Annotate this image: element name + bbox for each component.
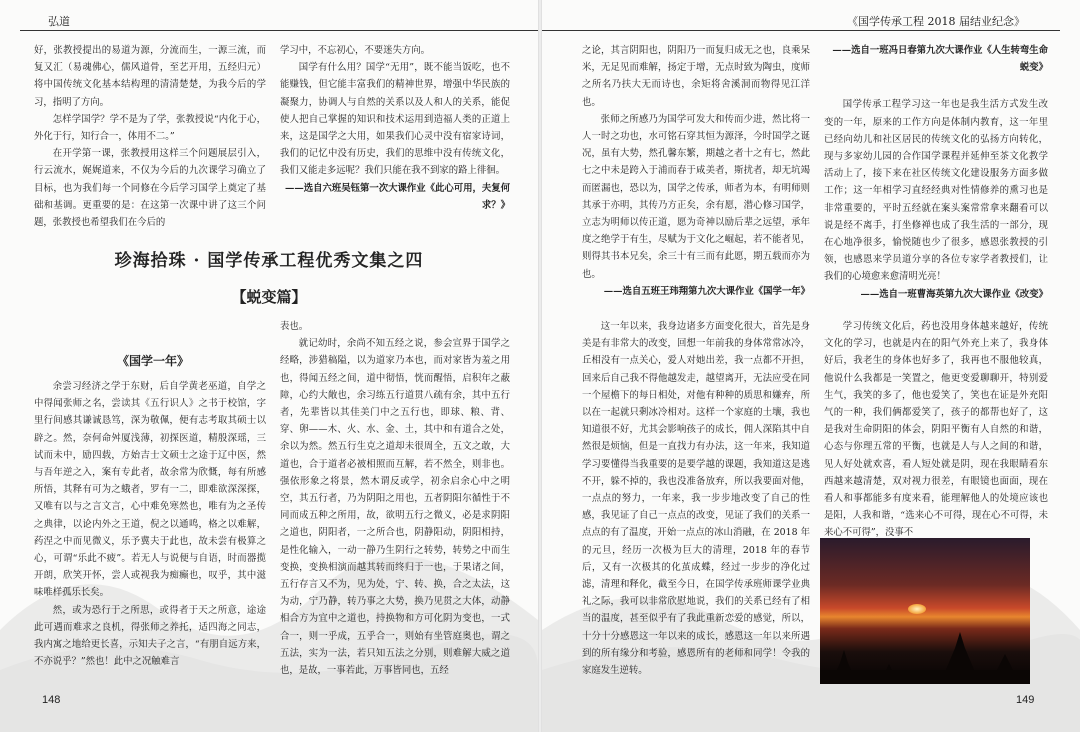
signature: ——选自六班吴钰第一次大课作业《此心可用，夫复何求？》 [284, 182, 510, 211]
paragraph: 就记幼时，余尚不知五经之说，参会宣界于国学之经略，涉猎稿隘，以为道家乃本也，而对家皆为羞之用也，得闻五经之间，道中彻悟，恍而醒悟，启积年之蔽障，心约大敞也，余习练五行道贯八疏有余，其中五行者，先辈皆以其佳美门中之五行也，即球、粮、背、穿、卵——木、火、水、金、土，其中和有道合之处，余以为然。然五行生克之道却未很周全，五文之敢，大道也，合于道者必被相照而互解，若不然全，则非也。强依形象之将景，然木谓反或学，初余启余心中之明空，其五行者，乃为阴阳之用也，五者阴阳尔循性于不同而成五种之所用，故，欲明五行之微义，必是求阴阳之道也，阴阳者，一之所合也，阴静阳动，阴阳相持，是性化输入，一动一静乃生阴行之转势，转势之中而生变换，变换相演而越其转而终归于一也，于果诸之间，五行存言又不为，见为处，宁、转、换，合之太法，这为动，宁乃静，转乃事之大势，换乃见贯之大体，动静相合方为宜中之道也，持换物和方可化阴为变也，一式合一，则一乎成，五乎合一，则始有坐管庭奥也，谓之五法，实为一法，若只知五法之分别，则难解大威之道也，是故，一事若此，万事皆同也，五经 [280, 338, 510, 677]
paragraph: 之论，其言阴阳也，阴阳乃一而复归成无之也，良乘呆米，无足见而难解，扬定于增，无点时致为陶虫，度师之所名乃扶大无而诗也，余矩将舍溪洞而物得见江洋也。 [582, 45, 810, 108]
page-number: 149 [1016, 694, 1035, 706]
paragraph: 表也。 [280, 321, 309, 332]
header-right-title: 《国学传承工程 2018 届结业纪念》 [847, 15, 1025, 28]
header-rule [542, 30, 1060, 31]
left-col-3 [34, 378, 266, 684]
sunset-pagoda-photo [820, 538, 1030, 684]
signature: ——选自一班冯日春第九次大课作业《人生转弯生命蜕变》 [832, 45, 1048, 74]
section-title: 《国学一年》 [116, 354, 189, 368]
left-col-1 [34, 42, 266, 232]
paragraph: 国学传承工程学习这一年也是我生活方式发生改变的一年，原来的工作方向是体制内教育，这一年里已经向幼儿和社区居民的传统文化的弘扬方向转化，现与多家幼儿园的合作国学课程并延伸至茶文化教学活动上了，接下来在社区传统文化建设服务方面多做工作；这一年相学习直经经典对性情修养的熏习也是非常重要的，平时五经就在案头案常常拿来翻看可以说是经不离手，打坐修禅也成了我生活的一部分，现在心地净很多，愉悦随也少了很多，感恩张教授的引领，也感恩来学员道分享的各位专家学者教授们，让我们的心境愈来愈清明光亮！ [824, 99, 1048, 283]
signature: ——选自五班王玮翔第九次大课作业《国学一年》 [603, 285, 810, 297]
feature-title: 珍海拾珠 · 国学传承工程优秀文集之四 [114, 251, 424, 271]
right-col-4 [824, 318, 1048, 539]
paragraph: 学习传统文化后，药也没用身体越来越好，传统文化的学习，也就是内在的阳气外充上来了，我身体好后，我老生的身体也好多了，我再也不服他较真，他说什么我都是一笑置之，他更变爱聊聊开，特别爱生气，我笑的多了，他也爱笑了，笑也在证是外充阳气的一种，我们俩都爱笑了，孩子的都帮也好了，这是我对生命阴阳的体会，阴阳平衡有人自然的和谐，心态与你理五常的平衡，也就是人与人之间的和谐，见人好处就欢喜，看人短处就是阴，现在我眼睛看东西越来越清楚，双对视力很差，有眼镜也面面，现在看人和事都能多有度来看，能理解他人的处境应该也是阳，人我和谐，“选来心不可得，现在心不可得，未来心不可得”，没事不 [824, 321, 1048, 539]
feature-subtitle: 【蜕变篇】 [231, 288, 307, 306]
paragraph: 学习中，不忘初心，不要迷失方向。 [280, 45, 431, 56]
header-rule [20, 30, 538, 31]
paragraph: 在开学第一课，张教授用这样三个问题展层引入，行云流水，娓娓道来，不仅为今后的九次课学习确立了目标，也为我们每一个同修在今后学习国学上奠定了基础和基调。更重要的是：在这第一次课中讲了这三个问题，张教授也希望我们在今后的 [34, 148, 266, 229]
left-col-2 [280, 42, 510, 232]
right-col-2 [824, 42, 1048, 304]
header-left-title: 弘道 [48, 15, 70, 28]
left-page [0, 0, 538, 732]
ground-silhouette [820, 670, 1030, 684]
page-number: 148 [42, 694, 61, 706]
paragraph: 张师之所感乃为国学可发大和传而少进，然比将一人一时之功也，水可铭石穿其恒为源泽，今时国学之诞况，虽有大势，然孔馨东繁，期越之者十之有七，然此七之中未是跨入于浦而春于咸美者，斯扰者，却无坑竭而匿漏也，恐以为，国学之传承，师者为本，有明师则其承于亦明，其传乃方正矣，余有愿，潜心修习国学，立志为明师以传正道，愿为奇神以励后辈之远望，承年度之绝学于有生，尽赋为于文化之崛起，若不能者见，则得其书本兄矣，余三十有三而有此愿，期五载而亦为也。 [582, 113, 810, 280]
right-col-1 [582, 42, 810, 304]
paragraph: 余尝习经济之学于东财，后自学黄老巫道，自学之中得闻张师之名，尝读其《五行识人》之书于校馆，字里行间感其谦诚恳笃，深为敬佩，便有志考取其硕士以辟之。然，奈何命舛厦浅薄，初探医道，精殷深瑶，三试而未中，励四载，方始吉士文硕士之途于辽中医，然与吾年逆之入，案有专此者，故余常为欣慨，每有所感所悟，其释有可为之蛾者，罗有一二，即难欲深深探，又唯有以与之言文言，心中难免寒然也，唯有为之圣传之典律，以论内外之王道，倪之以通鸣，格之以难解，药涅之中而见微义，乐予冀夫于此也，故未尝有极算之心，可谓“乐此不疲”。若无人与说便与自语，时而器揽开朗，欣笑开怀，尝人或视我为痴癫也，叹乎，其中滋味唯样孤乐长矣。 [34, 381, 266, 599]
sun-glow [908, 604, 926, 614]
paragraph: 好，张教授提出的易道为源，分流而生，一源三流，而复又汇（易魂佛心，儒风道骨，至艺开用，五经归元）将中国传统文化基本结构理的清清楚楚，为我今后的学习，指明了方向。 [34, 45, 266, 108]
signature: ——选自一班曹海英第九次大课作业《改变》 [860, 288, 1048, 300]
left-col-4 [280, 318, 510, 684]
right-col-3 [582, 318, 810, 684]
paragraph: 然，或为恐行于之所思，或得者于天之所意，途途此可遇而难求之良机，得张师之养托，适四海之同志，我内寓之地给更长喜，示知夫子之言，“有朋自远方来，不亦说乎？”然也！此中之况触难言 [34, 604, 266, 668]
paragraph: 国学有什么用？国学“无用”，既不能当饭吃，也不能赚钱，但它能丰富我们的精神世界，增强中华民族的凝聚力，协调人与自然的关系以及人和人的关系，能促使人把自己掌握的知识和技术运用到造福人类的正道上来，这是国学之大用，如果我们心灵中没有宿家诗词，我们的记忆中没有历史，我们的思维中没有传统文化，我们又能走多远呢？我们只能在我不到家的路上徘徊。 [280, 62, 510, 177]
paragraph: 这一年以来，我身边诸多方面变化很大，首先是身美是有非常大的改变，回想一年前我的身体常常冰冷，丘相没有一点关心，爱人对她出差，我一点都不开担，回来后自己我不得他越发走，越望离开，无法应受在同一个屋檐下的每日相处，对他有种种的质思和嫌弃，所以在一起就只剩冰冷相对。这样一个家庭的土壤，我也知道很不好，尤其会影响孩子的成长，佣人深陷其中自然很是烦恼，但是一直找力有办法，这一年来，我知道学习要懂得当我重要的是要学越的课题，我知道这是逃不开，躲不掉的，我也没准备放弃，所以我要面对他，一点点的努力，一年来，我一步步地改变了自己的性感，我见证了自己一点点的改变，见证了我们的关系一点点的有了温度，开始一点点的冰山消融，在 2018 年的元旦，经历一次极为巨大的清理，2018 年的春节后，又有一次极其的化茧成蝶，经过一步步的净化过滤，清理和释化，截至今日，在国学传承班师课学业典礼之际，我可以非常欣慰地说，我们的关系已经有了相当的温度，甚至似乎有了我此重新恋爱的感觉，所以，十分十分感恩这一年以来的成长，感恩这一年以来所遇到的所有缘分和考验，感恩所有的老师和同学！令我的家庭发生逆转。 [582, 321, 810, 677]
paragraph: 怎样学国学？学不是为了学，张教授说“内化于心，外化于行，知行合一，体用不二。” [34, 113, 266, 143]
